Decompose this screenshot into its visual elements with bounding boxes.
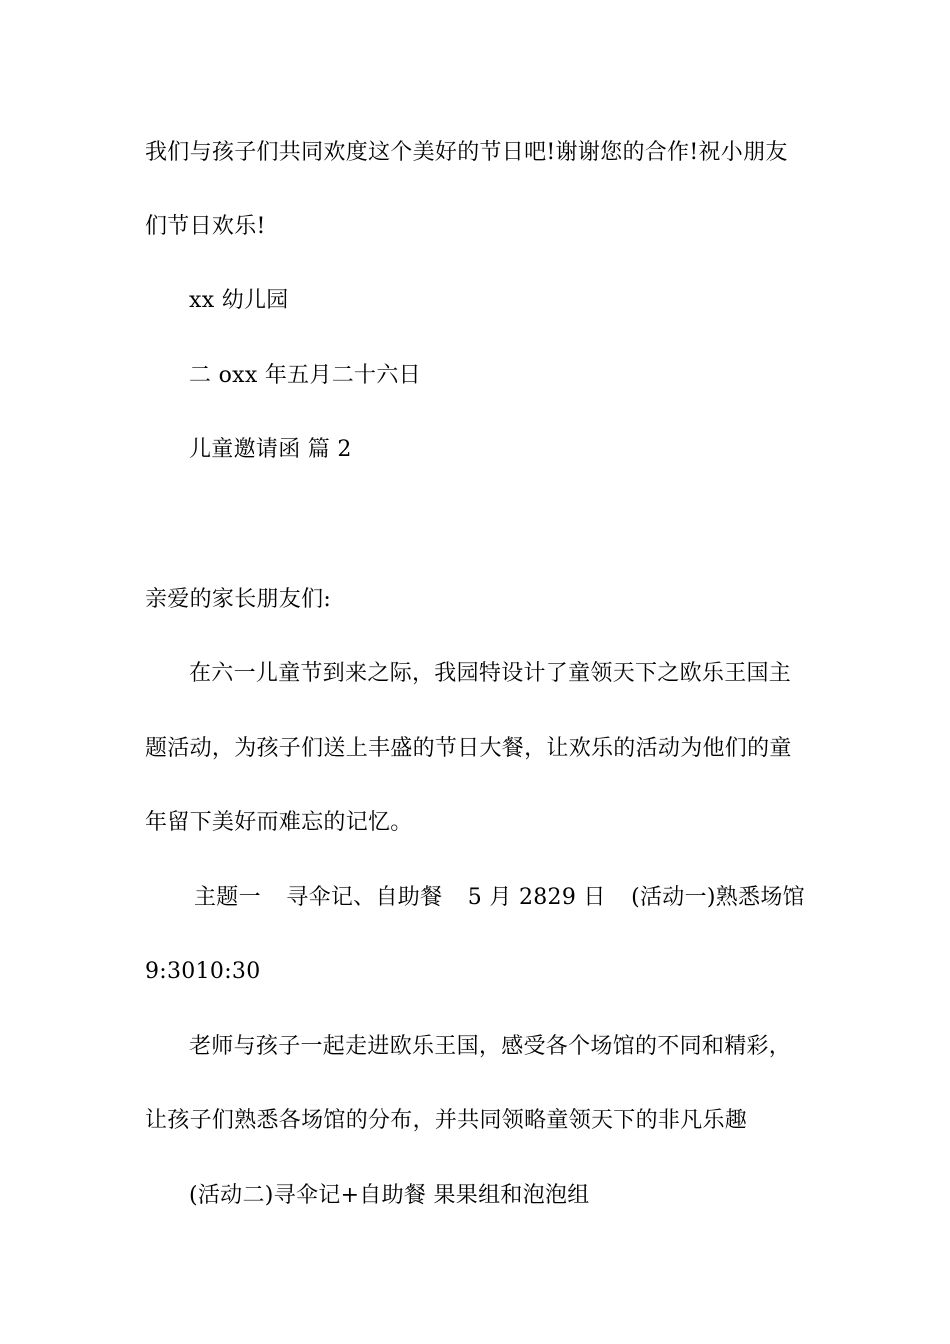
paragraph-line: 老师与孩子一起走进欧乐王国，感受各个场馆的不同和精彩， <box>189 1034 792 1059</box>
paragraph-line: 让孩子们熟悉各场馆的分布，并共同领略童领天下的非凡乐趣 <box>145 1108 748 1133</box>
date-line: 二 oxx 年五月二十六日 <box>189 363 421 388</box>
section-heading: 儿童邀请函 篇 2 <box>189 437 352 462</box>
activity-line: (活动二)寻伞记+自助餐 果果组和泡泡组 <box>189 1183 590 1208</box>
theme-date: 5 月 2829 日 <box>467 885 606 910</box>
paragraph-line: 们节日欢乐! <box>145 214 266 239</box>
theme-title: 寻伞记、自助餐 <box>286 885 443 910</box>
theme-label: 主题一 <box>194 885 261 910</box>
paragraph-line: 在六一儿童节到来之际，我园特设计了童领天下之欧乐王国主 <box>189 661 792 686</box>
kindergarten-name: xx 幼儿园 <box>189 288 289 313</box>
theme-activity: (活动一)熟悉场馆 <box>631 885 805 910</box>
paragraph-line: 年留下美好而难忘的记忆。 <box>145 810 413 835</box>
theme-line <box>194 885 805 911</box>
salutation: 亲爱的家长朋友们: <box>145 587 332 612</box>
paragraph-line: 我们与孩子们共同欢度这个美好的节日吧!谢谢您的合作!祝小朋友 <box>145 140 788 165</box>
paragraph-line: 题活动，为孩子们送上丰盛的节日大餐，让欢乐的活动为他们的童 <box>145 736 792 761</box>
time-range: 9:3010:30 <box>145 959 261 984</box>
